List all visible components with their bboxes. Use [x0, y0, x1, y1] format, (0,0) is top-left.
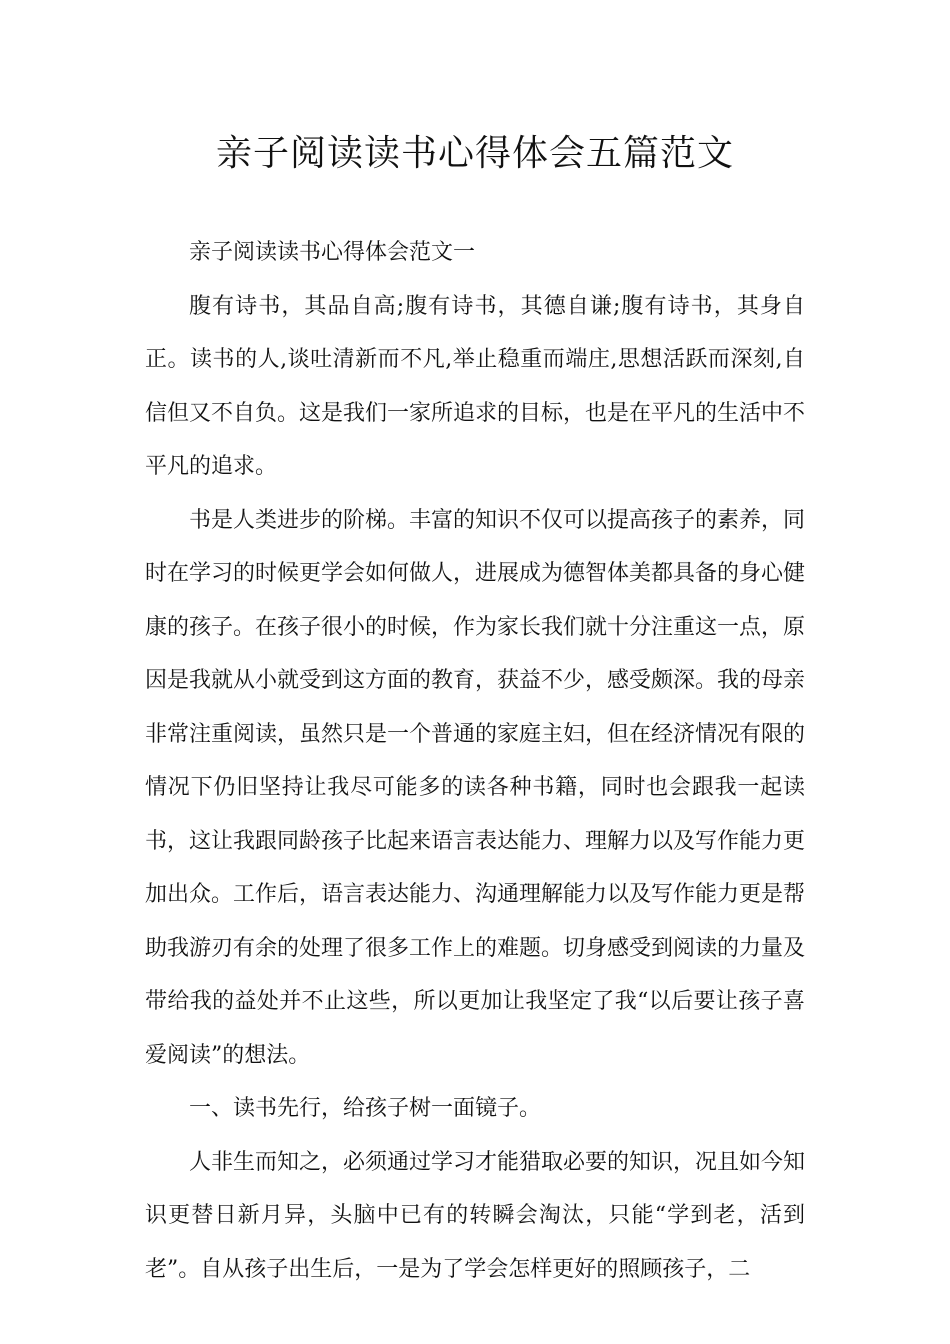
- section-heading: 亲子阅读读书心得体会范文一: [189, 240, 476, 265]
- document-title: 亲子阅读读书心得体会五篇范文: [215, 133, 734, 174]
- paragraph: 人非生而知之，必须通过学习才能猎取必要的知识，况且如今知识更替日新月异，头脑中已有的转瞬会淘汰，只能“学到老，活到老”。自从孩子出生后，一是为了学会怎样更好的照顾孩子，二: [145, 1149, 806, 1282]
- document-body: [145, 226, 805, 1296]
- paragraph: 书是人类进步的阶梯。丰富的知识不仅可以提高孩子的素养，同时在学习的时候更学会如何做人，进展成为德智体美都具备的身心健康的孩子。在孩子很小的时候，作为家长我们就十分注重这一点，原因是我就从小就受到这方面的教育，获益不少，感受颇深。我的母亲非常注重阅读，虽然只是一个普通的家庭主妇，但在经济情况有限的情况下仍旧坚持让我尽可能多的读各种书籍，同时也会跟我一起读书，这让我跟同龄孩子比起来语言表达能力、理解力以及写作能力更加出众。工作后，语言表达能力、沟通理解能力以及写作能力更是帮助我游刃有余的处理了很多工作上的难题。切身感受到阅读的力量及带给我的益处并不止这些，所以更加让我坚定了我“以后要让孩子喜爱阅读”的想法。: [145, 507, 806, 1068]
- subsection-heading: 一、读书先行，给孩子树一面镜子。: [189, 1096, 542, 1121]
- paragraph: 腹有诗书，其品自高;腹有诗书，其德自谦;腹有诗书，其身自正。读书的人,谈吐清新而不凡,举止稳重而端庄,思想活跃而深刻,自信但又不自负。这是我们一家所追求的目标，也是在平凡的生活中不平凡的追求。: [145, 293, 806, 479]
